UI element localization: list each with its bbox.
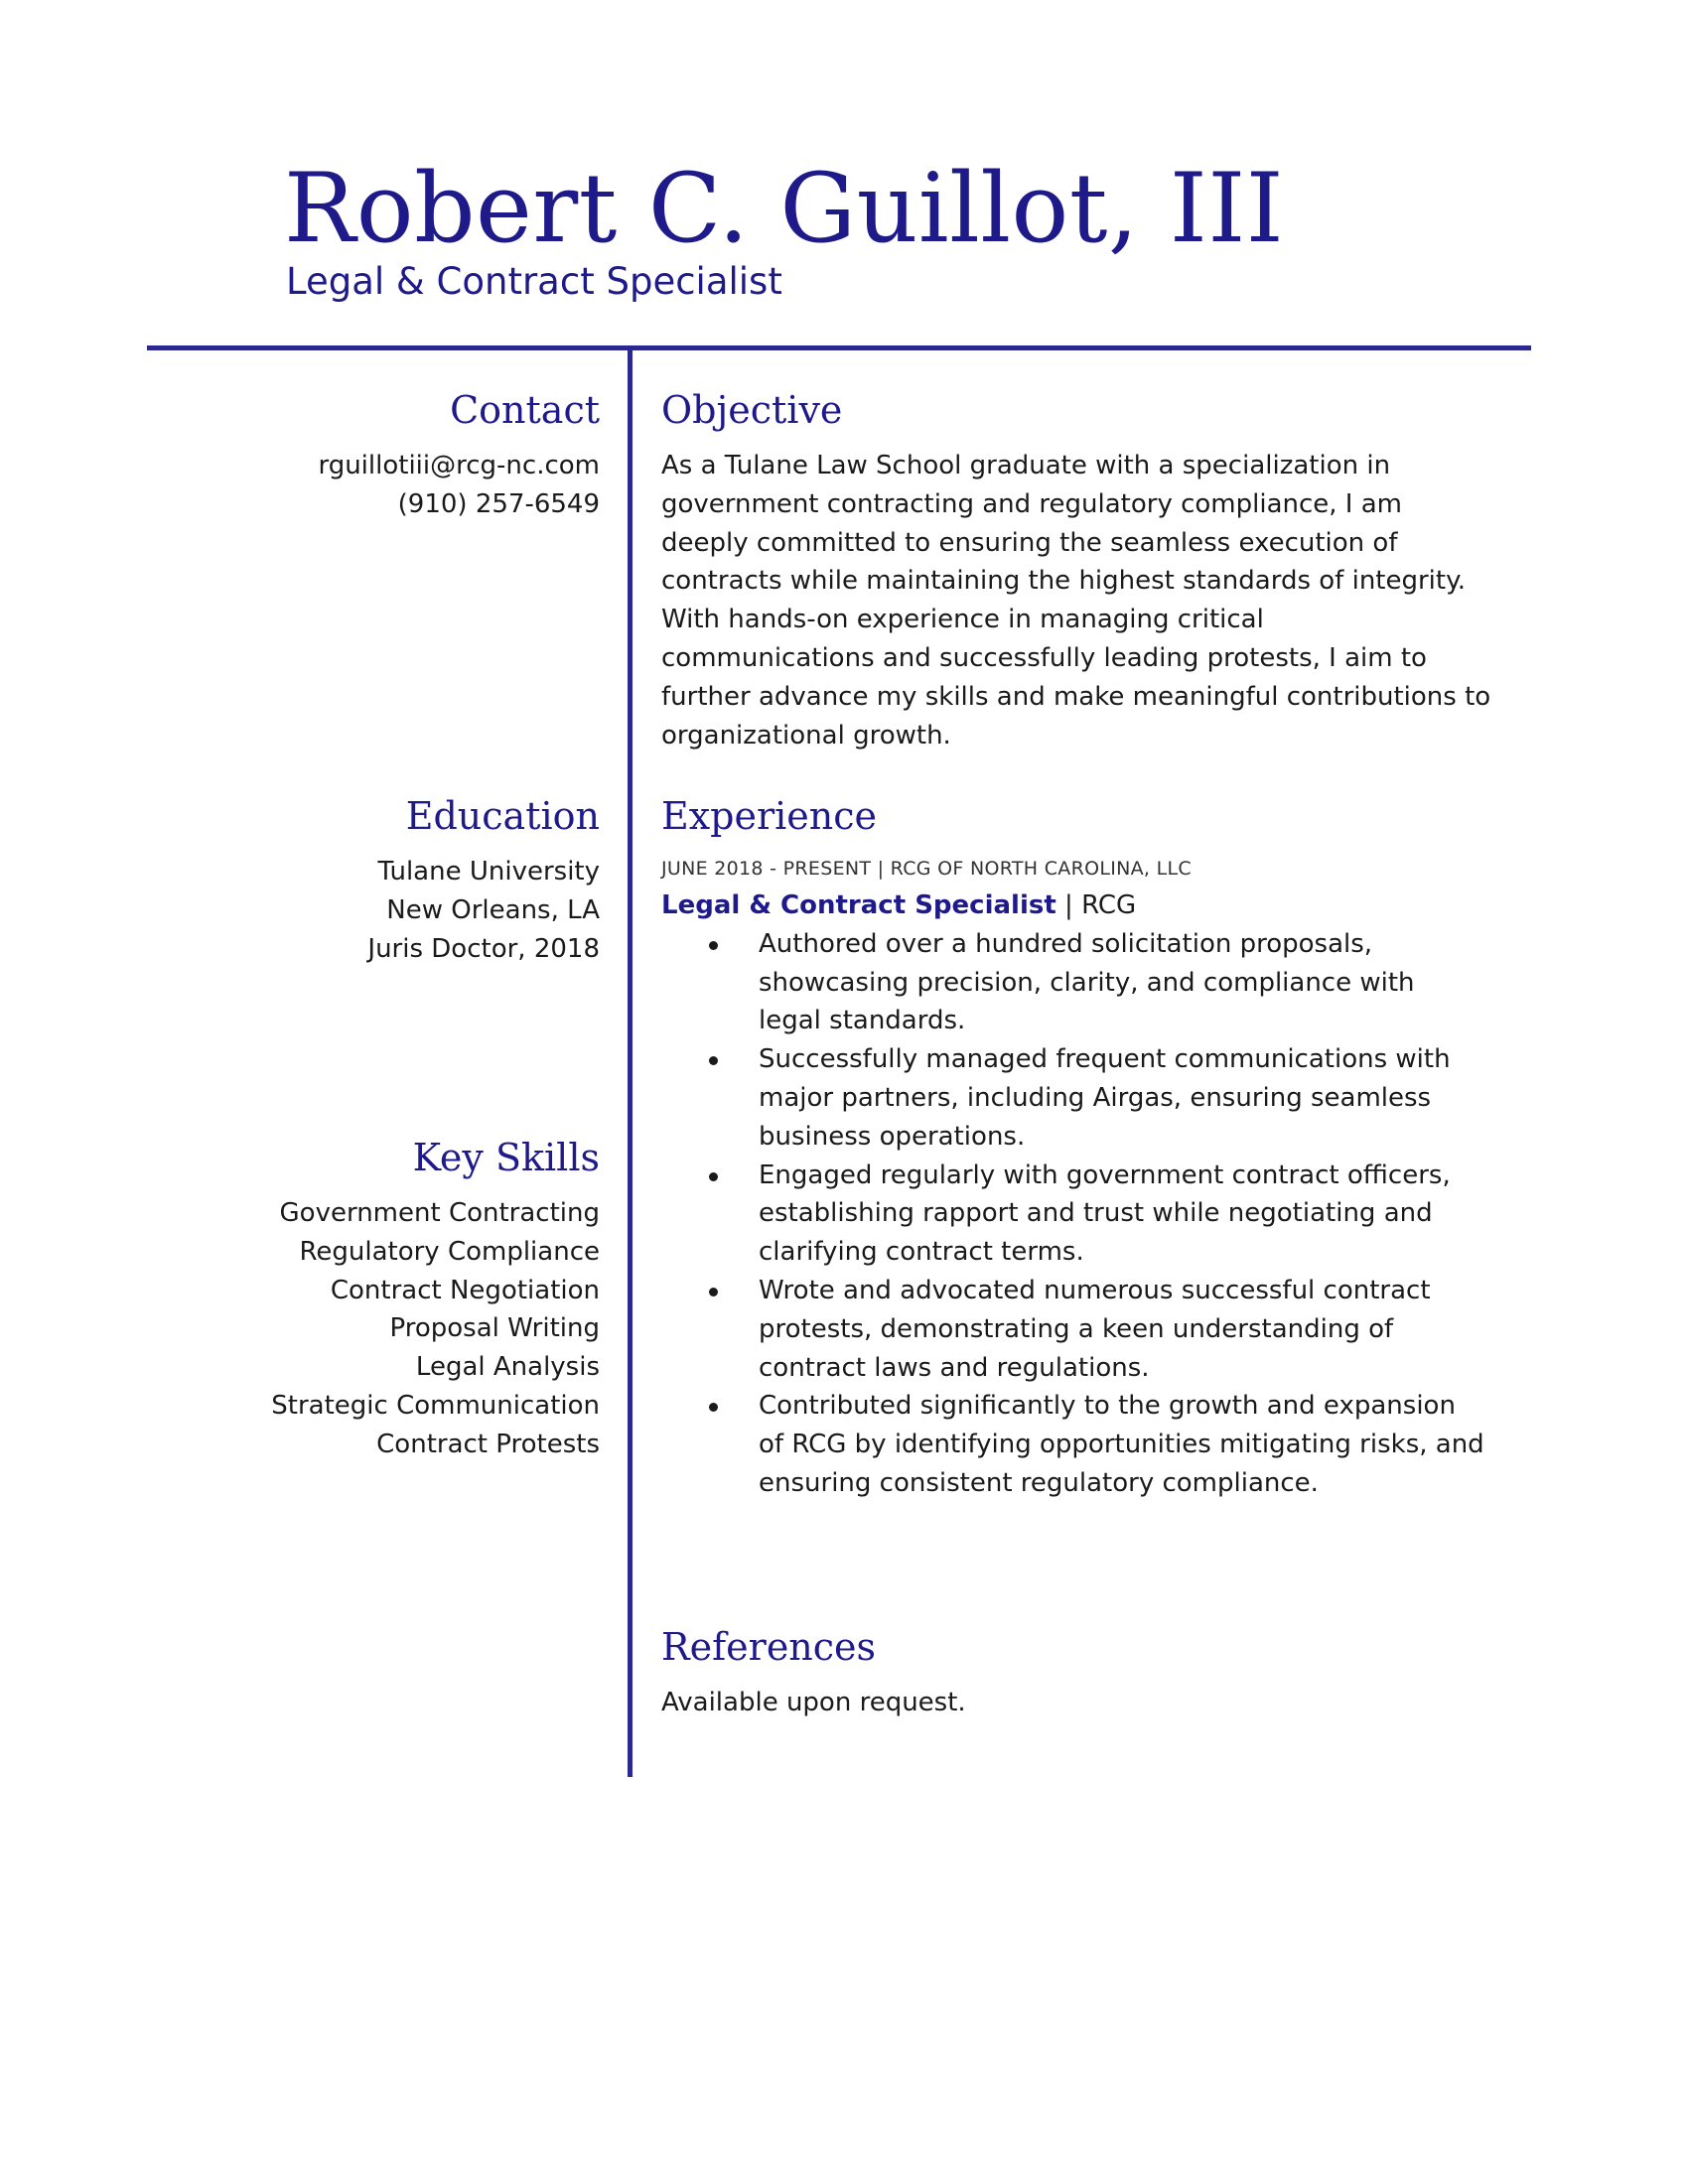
bullet-icon <box>709 941 718 950</box>
job-bullet <box>661 925 1525 1040</box>
job-bullet <box>661 1272 1525 1387</box>
skill-item: Legal Analysis <box>415 1352 600 1383</box>
job-role-title: Legal & Contract Specialist <box>661 890 1056 920</box>
skills-heading: Key Skills <box>412 1136 600 1179</box>
bullet-icon <box>709 1056 718 1065</box>
references-section <box>661 1624 1525 1722</box>
bullet-line: of RCG by identifying opportunities mitigating risks, and <box>759 1430 1484 1460</box>
bullet-line: legal standards. <box>759 1006 966 1036</box>
bullet-line: ensuring consistent regulatory compliance. <box>759 1467 1319 1498</box>
references-heading: References <box>661 1625 877 1669</box>
job-role-separator: | <box>1055 890 1082 920</box>
education-degree: Juris Doctor, 2018 <box>367 933 600 964</box>
objective-line: organizational growth. <box>661 720 951 751</box>
objective-line: further advance my skills and make meaningful contributions to <box>661 681 1491 712</box>
experience-heading: Experience <box>661 794 878 838</box>
objective-line: As a Tulane Law School graduate with a specialization in <box>661 451 1391 480</box>
objective-line: With hands-on experience in managing critical <box>661 605 1264 635</box>
skill-item: Regulatory Compliance <box>299 1236 600 1267</box>
education-school: Tulane University <box>377 857 600 887</box>
objective-line: deeply committed to ensuring the seamless execution of <box>661 527 1398 558</box>
objective-line: government contracting and regulatory compliance, I am <box>661 488 1403 519</box>
bullet-icon <box>709 1288 718 1297</box>
skill-item: Contract Protests <box>376 1429 600 1459</box>
bullet-line: Successfully managed frequent communications with <box>759 1044 1451 1075</box>
bullet-icon <box>709 1172 718 1181</box>
job-bullet <box>661 1157 1525 1272</box>
job-dates-company: JUNE 2018 - PRESENT | RCG OF NORTH CAROLINA, LLC <box>661 858 1192 880</box>
bullet-line: establishing rapport and trust while negotiating and <box>759 1198 1433 1229</box>
objective-line: communications and successfully leading protests, I aim to <box>661 642 1427 673</box>
education-location: New Orleans, LA <box>386 894 600 925</box>
education-section <box>149 793 600 968</box>
contact-email: rguillotiii@rcg-nc.com <box>318 451 600 480</box>
bullet-line: Authored over a hundred solicitation proposals, <box>759 928 1373 959</box>
bullet-line: Contributed significantly to the growth and expansion <box>759 1391 1456 1422</box>
job-bullet <box>661 1040 1525 1156</box>
job-bullet-list <box>661 925 1525 1503</box>
skill-item: Proposal Writing <box>389 1313 600 1344</box>
objective-line: contracts while maintaining the highest standards of integrity. <box>661 566 1467 597</box>
job-role-line <box>661 887 1525 925</box>
skill-item: Government Contracting <box>279 1198 600 1228</box>
header-divider <box>147 345 1531 350</box>
experience-section <box>661 793 1525 1503</box>
bullet-line: major partners, including Airgas, ensuring seamless <box>759 1082 1432 1113</box>
skill-item: Contract Negotiation <box>330 1275 600 1305</box>
contact-heading: Contact <box>450 388 600 432</box>
job-bullet <box>661 1387 1525 1502</box>
skills-section <box>149 1135 600 1464</box>
contact-phone: (910) 257-6549 <box>397 488 600 519</box>
column-divider <box>628 350 633 1777</box>
bullet-icon <box>709 1403 718 1412</box>
bullet-line: Engaged regularly with government contract officers, <box>759 1160 1451 1190</box>
bullet-line: contract laws and regulations. <box>759 1352 1150 1383</box>
bullet-line: Wrote and advocated numerous successful contract <box>759 1275 1431 1305</box>
bullet-line: showcasing precision, clarity, and compliance with <box>759 967 1415 998</box>
objective-section <box>661 387 1525 754</box>
job-organization: RCG <box>1081 890 1137 920</box>
objective-text <box>661 447 1525 754</box>
skill-item: Strategic Communication <box>271 1390 600 1421</box>
bullet-line: business operations. <box>759 1121 1026 1152</box>
education-heading: Education <box>405 794 600 838</box>
objective-heading: Objective <box>661 388 843 432</box>
resume-job-title: Legal & Contract Specialist <box>286 260 782 303</box>
contact-section <box>149 387 600 524</box>
bullet-line: clarifying contract terms. <box>759 1237 1084 1268</box>
resume-name: Robert C. Guillot, III <box>284 153 1285 264</box>
references-text: Available upon request. <box>661 1688 966 1717</box>
bullet-line: protests, demonstrating a keen understanding of <box>759 1313 1394 1344</box>
